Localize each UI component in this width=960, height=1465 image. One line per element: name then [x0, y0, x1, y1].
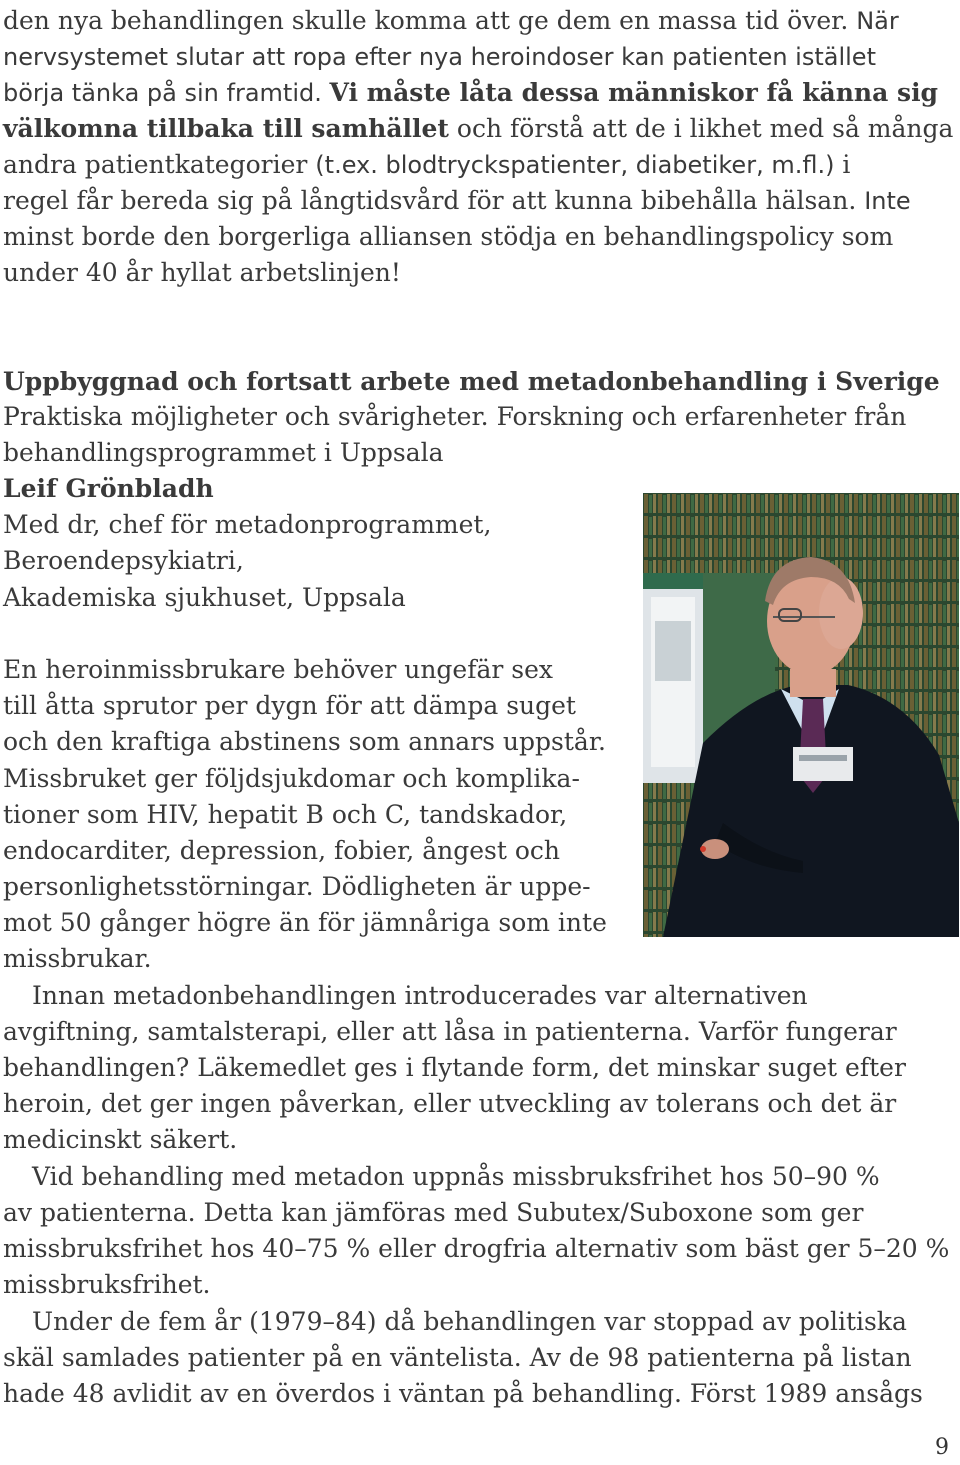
p1-line: till åtta sprutor per dygn för att dämpa suget [3, 691, 576, 720]
intro-line-7: minst borde den borgerliga alliansen stödja en behandlingspolicy som [3, 222, 894, 251]
intro-line-4 [3, 111, 953, 147]
p3-line: missbruksfrihet hos 40–75 % eller drogfria alternativ som bäst ger 5–20 % [3, 1234, 950, 1263]
p1-line: En heroinmissbrukare behöver ungefär sex [3, 655, 553, 684]
p1-line: Missbruket ger följdsjukdomar och komplika- [3, 764, 580, 793]
author-role-1: Med dr, chef för metadonprogrammet, [3, 510, 492, 539]
intro-line-3 [3, 75, 938, 111]
p1-line: missbrukar. [3, 944, 152, 973]
p4-line: hade 48 avlidit av en överdos i väntan på behandling. Först 1989 ansågs [3, 1379, 923, 1408]
p1-line: mot 50 gånger högre än för jämnåriga som inte [3, 908, 607, 937]
p2-line: heroin, det ger ingen påverkan, eller utveckling av tolerans och det är [3, 1089, 897, 1118]
author-name: Leif Grönbladh [3, 474, 214, 503]
intro-line-5-c: i [834, 150, 851, 179]
intro-line-6-a: regel får bereda sig på långtidsvård för att kunna bibehålla hälsan. [3, 186, 865, 215]
intro-line-4-a: välkomna tillbaka till samhället [3, 114, 449, 143]
intro-line-6 [3, 183, 911, 219]
speaker-photo [643, 493, 959, 937]
page-number: 9 [935, 1435, 949, 1460]
p2-line: Innan metadonbehandlingen introducerades var alternativen [32, 981, 808, 1010]
article-subtitle-2: behandlingsprogrammet i Uppsala [3, 438, 444, 467]
p2-line: behandlingen? Läkemedlet ges i flytande form, det minskar suget efter [3, 1053, 906, 1082]
intro-line-1-b: När [856, 7, 899, 35]
intro-line-4-b: och förstå att de i likhet med så många [448, 114, 954, 143]
p4-line: skäl samlades patienter på en väntelista. Av de 98 patienterna på listan [3, 1343, 912, 1372]
p1-line: och den kraftiga abstinens som annars uppstår. [3, 727, 606, 756]
p3-line: av patienterna. Detta kan jämföras med Subutex/Suboxone som ger [3, 1198, 864, 1227]
intro-line-8: under 40 år hyllat arbetslinjen! [3, 258, 401, 287]
intro-line-1-a: den nya behandlingen skulle komma att ge dem en massa tid över. [3, 6, 857, 35]
p1-line: endocarditer, depression, fobier, ångest och [3, 836, 560, 865]
author-role-2: Beroendepsykiatri, [3, 546, 244, 575]
p1-line: personlighetsstörningar. Dödligheten är uppe- [3, 872, 591, 901]
speaker-photo-illustration [643, 493, 959, 937]
intro-line-2: nervsystemet slutar att ropa efter nya heroindoser kan patienten istället [3, 43, 876, 71]
intro-line-5-a: andra patientkategorier [3, 150, 316, 179]
article-subtitle-1: Praktiska möjligheter och svårigheter. Forskning och erfarenheter från [3, 402, 907, 431]
article-heading: Uppbyggnad och fortsatt arbete med metadonbehandling i Sverige [3, 367, 940, 396]
intro-line-5 [3, 147, 850, 183]
intro-line-5-b: (t.ex. blodtryckspatienter, diabetiker, m.fl.) [315, 151, 835, 179]
p3-line: Vid behandling med metadon uppnås missbruksfrihet hos 50–90 % [32, 1162, 880, 1191]
p2-line: avgiftning, samtalsterapi, eller att låsa in patienterna. Varför fungerar [3, 1017, 897, 1046]
intro-line-1 [3, 3, 899, 39]
p3-line: missbruksfrihet. [3, 1270, 211, 1299]
intro-line-6-b: Inte [864, 187, 911, 215]
p1-line: tioner som HIV, hepatit B och C, tandskador, [3, 800, 568, 829]
intro-line-3-a: börja tänka på sin framtid. [3, 79, 330, 107]
intro-line-3-b: Vi måste låta dessa människor få känna sig [329, 78, 939, 107]
p2-line: medicinskt säkert. [3, 1125, 238, 1154]
p4-line: Under de fem år (1979–84) då behandlingen var stoppad av politiska [32, 1307, 907, 1336]
author-role-3: Akademiska sjukhuset, Uppsala [3, 583, 406, 612]
